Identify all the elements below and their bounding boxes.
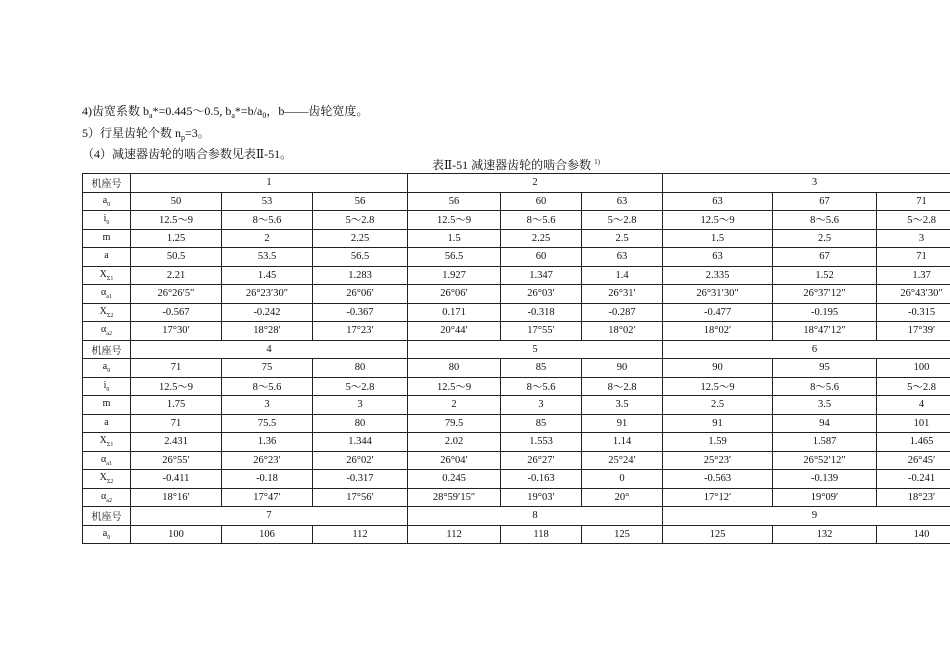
table-cell: 67 — [773, 248, 877, 267]
parameter-symbol: m — [102, 231, 111, 243]
table-cell: 0.245 — [408, 470, 501, 489]
parameter-symbol: X — [99, 472, 107, 484]
table-row — [83, 285, 950, 304]
intro-line-face-width: 4)齿宽系数 $b_a*=0.445\sim 0.5$, $b_a*=b/a_0$，b——齿轮宽度。 — [82, 104, 369, 120]
parameter-label — [83, 451, 131, 470]
table-row — [83, 451, 950, 470]
seat-number-6: 6 — [663, 340, 950, 359]
table-cell: 26°06′ — [313, 285, 408, 304]
parameter-label — [83, 266, 131, 285]
table-cell: 20° — [582, 488, 663, 507]
parameter-subscript: Σ2 — [106, 479, 114, 486]
table-cell: 1.465 — [877, 433, 950, 452]
table-cell: 63 — [582, 248, 663, 267]
table-cell: 17°30′ — [131, 322, 222, 341]
parameter-symbol: X — [99, 305, 107, 317]
table-row — [83, 359, 950, 378]
table-row — [83, 266, 950, 285]
table-cell: 26°43′30″ — [877, 285, 950, 304]
parameter-subscript: 0 — [106, 386, 110, 393]
table-cell: 8～5.6 — [501, 211, 582, 230]
table-cell: 26°45′ — [877, 451, 950, 470]
parameter-subscript: a2 — [106, 497, 112, 504]
table-row — [83, 303, 950, 322]
parameter-label — [83, 285, 131, 304]
table-row — [83, 377, 950, 396]
parameter-label — [83, 303, 131, 322]
intro-line-planet-count: 5）行星齿轮个数 $n_p=3$。 — [82, 125, 210, 142]
seat-number-label: 机座号 — [83, 340, 131, 359]
table-cell: 26°52′12″ — [773, 451, 877, 470]
parameter-label — [83, 377, 131, 396]
table-cell: 2.21 — [131, 266, 222, 285]
table-cell: 90 — [663, 359, 773, 378]
table-caption: 表Ⅱ-51 减速器齿轮的啮合参数 $^{1)}$ — [432, 158, 600, 172]
table-cell: -0.163 — [501, 470, 582, 489]
table-cell: 1.347 — [501, 266, 582, 285]
table-cell: 18°16′ — [131, 488, 222, 507]
table-cell: 3 — [313, 396, 408, 415]
table-cell: 26°26′5″ — [131, 285, 222, 304]
table-cell: 1.553 — [501, 433, 582, 452]
parameter-subscript: 0 — [106, 220, 110, 227]
table-cell: 19°03′ — [501, 488, 582, 507]
table-cell: 1.37 — [877, 266, 950, 285]
parameter-symbol: α — [101, 490, 107, 502]
table-cell: 112 — [408, 525, 501, 544]
seat-number-1: 1 — [131, 174, 408, 193]
parameter-symbol: X — [99, 268, 107, 280]
table-cell: 5～2.8 — [313, 377, 408, 396]
parameter-label — [83, 470, 131, 489]
parameter-subscript: Σ1 — [106, 442, 114, 449]
table-row — [83, 525, 950, 544]
table-cell: 63 — [663, 248, 773, 267]
table-cell: 26°37′12″ — [773, 285, 877, 304]
table-cell: -0.477 — [663, 303, 773, 322]
table-cell: 0 — [582, 470, 663, 489]
table-cell: 26°31′ — [582, 285, 663, 304]
table-cell: 118 — [501, 525, 582, 544]
table-cell: -0.195 — [773, 303, 877, 322]
table-cell: 132 — [773, 525, 877, 544]
table-cell: 17°12′ — [663, 488, 773, 507]
parameter-symbol: a — [104, 250, 109, 262]
table-cell: 5～2.8 — [877, 377, 950, 396]
table-cell: 125 — [582, 525, 663, 544]
mesh-parameter-table — [82, 173, 950, 544]
table-cell: -0.18 — [222, 470, 313, 489]
table-cell: 80 — [313, 359, 408, 378]
seat-number-label: 机座号 — [83, 174, 131, 193]
seat-number-3: 3 — [663, 174, 950, 193]
table-cell: 125 — [663, 525, 773, 544]
table-cell: 56 — [408, 192, 501, 211]
parameter-subscript: Σ2 — [106, 312, 114, 319]
table-cell: 5～2.8 — [582, 211, 663, 230]
parameter-subscript: 0 — [107, 201, 111, 208]
table-cell: 2 — [222, 229, 313, 248]
table-cell: 8～5.6 — [773, 377, 877, 396]
seat-number-9: 9 — [663, 507, 950, 526]
table-cell: 2.335 — [663, 266, 773, 285]
table-cell: 95 — [773, 359, 877, 378]
table-cell: -0.367 — [313, 303, 408, 322]
table-cell: 3.5 — [773, 396, 877, 415]
table-row — [83, 211, 950, 230]
table-cell: -0.563 — [663, 470, 773, 489]
table-row — [83, 229, 950, 248]
table-cell: 94 — [773, 414, 877, 433]
table-cell: 63 — [663, 192, 773, 211]
table-cell: 1.36 — [222, 433, 313, 452]
table-cell: 19°09′ — [773, 488, 877, 507]
table-cell: 90 — [582, 359, 663, 378]
table-cell: 63 — [582, 192, 663, 211]
table-cell: 85 — [501, 359, 582, 378]
table-cell: 17°56′ — [313, 488, 408, 507]
table-cell: 1.25 — [131, 229, 222, 248]
intro-line-table-reference: （4）减速器齿轮的啮合参数见表Ⅱ-51。 — [82, 147, 293, 161]
parameter-label — [83, 192, 131, 211]
table-cell: 75.5 — [222, 414, 313, 433]
table-cell: 18°23′ — [877, 488, 950, 507]
table-cell: 1.14 — [582, 433, 663, 452]
table-cell: 1.283 — [313, 266, 408, 285]
table-cell: 56 — [313, 192, 408, 211]
caption-footnote-mark: 1) — [594, 158, 600, 166]
table-cell: 0.171 — [408, 303, 501, 322]
table-cell: 26°06′ — [408, 285, 501, 304]
table-cell: 17°39′ — [877, 322, 950, 341]
table-cell: 2.5 — [773, 229, 877, 248]
table-cell: 3 — [501, 396, 582, 415]
parameter-symbol: i — [103, 379, 107, 391]
table-cell: 3 — [222, 396, 313, 415]
parameter-label — [83, 322, 131, 341]
parameter-label — [83, 211, 131, 230]
table-cell: 67 — [773, 192, 877, 211]
table-cell: 8～5.6 — [773, 211, 877, 230]
table-cell: -0.139 — [773, 470, 877, 489]
intro-text — [82, 103, 368, 163]
table-cell: 2.431 — [131, 433, 222, 452]
parameter-symbol: a — [102, 361, 108, 373]
table-row — [83, 433, 950, 452]
table-cell: -0.411 — [131, 470, 222, 489]
table-cell: 8～5.6 — [501, 377, 582, 396]
table-cell: 8～2.8 — [582, 377, 663, 396]
table-cell: 140 — [877, 525, 950, 544]
seat-number-7: 7 — [131, 507, 408, 526]
table-cell: 18°02′ — [582, 322, 663, 341]
table-cell: -0.241 — [877, 470, 950, 489]
table-cell: 3 — [877, 229, 950, 248]
table-cell: 26°03′ — [501, 285, 582, 304]
table-cell: 1.45 — [222, 266, 313, 285]
seat-header-row — [83, 507, 950, 526]
table-cell: 20°44′ — [408, 322, 501, 341]
table-cell: 56.5 — [408, 248, 501, 267]
table-cell: 12.5～9 — [131, 211, 222, 230]
parameter-symbol: α — [101, 324, 107, 336]
table-cell: 2.5 — [582, 229, 663, 248]
table-cell: 5～2.8 — [313, 211, 408, 230]
parameter-symbol: a — [104, 416, 109, 428]
table-cell: 1.344 — [313, 433, 408, 452]
table-cell: 26°55′ — [131, 451, 222, 470]
table-cell: -0.242 — [222, 303, 313, 322]
table-cell: 2.5 — [663, 396, 773, 415]
table-cell: 100 — [877, 359, 950, 378]
table-cell: 100 — [131, 525, 222, 544]
table-cell: 26°23′30″ — [222, 285, 313, 304]
table-cell: 1.4 — [582, 266, 663, 285]
parameter-label — [83, 229, 131, 248]
table-cell: 91 — [582, 414, 663, 433]
table-cell: 80 — [408, 359, 501, 378]
table-cell: 60 — [501, 192, 582, 211]
seat-number-label: 机座号 — [83, 507, 131, 526]
table-cell: 26°31′30″ — [663, 285, 773, 304]
table-cell: 2.25 — [313, 229, 408, 248]
table-cell: 3.5 — [582, 396, 663, 415]
table-cell: -0.315 — [877, 303, 950, 322]
table-cell: 4 — [877, 396, 950, 415]
table-cell: 71 — [877, 248, 950, 267]
table-cell: 50 — [131, 192, 222, 211]
parameter-symbol: a — [102, 194, 108, 206]
table-cell: 1.59 — [663, 433, 773, 452]
parameter-subscript: 0 — [107, 534, 111, 541]
table-cell: 71 — [877, 192, 950, 211]
table-cell: 91 — [663, 414, 773, 433]
table-row — [83, 322, 950, 341]
table-cell: 71 — [131, 414, 222, 433]
table-cell: 26°27′ — [501, 451, 582, 470]
table-cell: 12.5～9 — [663, 211, 773, 230]
table-cell: 26°02′ — [313, 451, 408, 470]
table-cell: 80 — [313, 414, 408, 433]
table-cell: -0.287 — [582, 303, 663, 322]
table-cell: 17°23′ — [313, 322, 408, 341]
table-cell: 1.5 — [408, 229, 501, 248]
seat-number-8: 8 — [408, 507, 663, 526]
table-row — [83, 488, 950, 507]
table-cell: 25°23′ — [663, 451, 773, 470]
parameter-label — [83, 396, 131, 415]
table-cell: 28°59′15″ — [408, 488, 501, 507]
parameter-label — [83, 414, 131, 433]
table-cell: 60 — [501, 248, 582, 267]
table-cell: -0.318 — [501, 303, 582, 322]
table-cell: 18°47′12″ — [773, 322, 877, 341]
parameter-subscript: a1 — [106, 460, 112, 467]
parameter-subscript: Σ1 — [106, 275, 114, 282]
table-cell: 25°24′ — [582, 451, 663, 470]
table-cell: 12.5～9 — [408, 377, 501, 396]
table-cell: 1.927 — [408, 266, 501, 285]
table-cell: 50.5 — [131, 248, 222, 267]
table-cell: 53.5 — [222, 248, 313, 267]
table-cell: 1.5 — [663, 229, 773, 248]
table-cell: 17°55′ — [501, 322, 582, 341]
table-row — [83, 248, 950, 267]
table-cell: -0.317 — [313, 470, 408, 489]
table-row — [83, 414, 950, 433]
table-cell: 12.5～9 — [131, 377, 222, 396]
parameter-label — [83, 359, 131, 378]
table-cell: 112 — [313, 525, 408, 544]
table-cell: 53 — [222, 192, 313, 211]
table-cell: 85 — [501, 414, 582, 433]
table-row — [83, 470, 950, 489]
table-cell: 8～5.6 — [222, 211, 313, 230]
table-cell: 106 — [222, 525, 313, 544]
table-cell: 71 — [131, 359, 222, 378]
parameter-label — [83, 488, 131, 507]
table-cell: 2.25 — [501, 229, 582, 248]
table-cell: 1.52 — [773, 266, 877, 285]
table-cell: 12.5～9 — [663, 377, 773, 396]
table-cell: 18°28′ — [222, 322, 313, 341]
parameter-label — [83, 433, 131, 452]
parameter-symbol: α — [101, 453, 107, 465]
seat-number-2: 2 — [408, 174, 663, 193]
table-cell: 56.5 — [313, 248, 408, 267]
parameter-subscript: a2 — [106, 331, 112, 338]
table-cell: 2 — [408, 396, 501, 415]
table-cell: -0.567 — [131, 303, 222, 322]
table-row — [83, 192, 950, 211]
seat-number-5: 5 — [408, 340, 663, 359]
parameter-symbol: X — [99, 435, 107, 447]
parameter-symbol: α — [101, 287, 107, 299]
parameter-symbol: i — [103, 213, 107, 225]
table-cell: 8～5.6 — [222, 377, 313, 396]
table-cell: 2.02 — [408, 433, 501, 452]
table-cell: 12.5～9 — [408, 211, 501, 230]
table-cell: 1.587 — [773, 433, 877, 452]
seat-header-row — [83, 174, 950, 193]
parameter-symbol: m — [102, 398, 111, 410]
seat-header-row — [83, 340, 950, 359]
parameter-subscript: 0 — [107, 368, 111, 375]
parameter-label — [83, 248, 131, 267]
table-cell: 26°04′ — [408, 451, 501, 470]
table-cell: 1.75 — [131, 396, 222, 415]
table-row — [83, 396, 950, 415]
parameter-subscript: a1 — [106, 294, 112, 301]
table-cell: 101 — [877, 414, 950, 433]
table-cell: 5～2.8 — [877, 211, 950, 230]
table-cell: 75 — [222, 359, 313, 378]
table-cell: 26°23′ — [222, 451, 313, 470]
parameter-symbol: a — [102, 527, 108, 539]
seat-number-4: 4 — [131, 340, 408, 359]
table-cell: 17°47′ — [222, 488, 313, 507]
table-cell: 79.5 — [408, 414, 501, 433]
table-cell: 18°02′ — [663, 322, 773, 341]
parameter-label — [83, 525, 131, 544]
